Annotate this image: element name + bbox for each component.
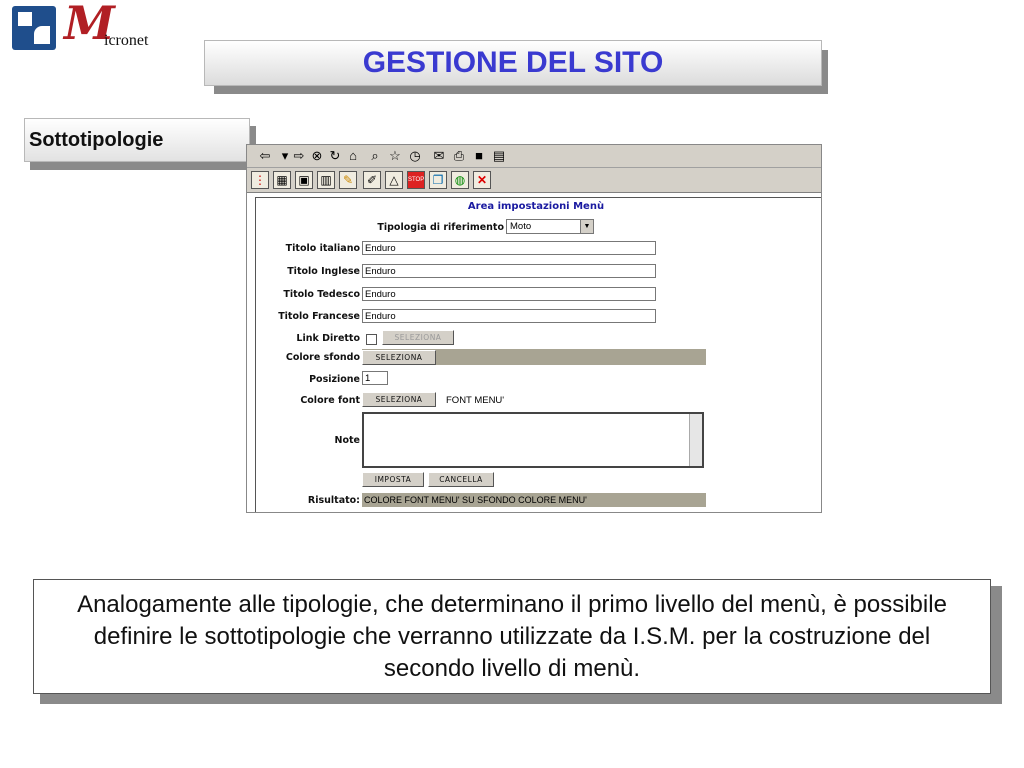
history-icon[interactable]: ◷ [409, 148, 421, 163]
titolo-italiano-input[interactable]: Enduro [362, 241, 656, 255]
posizione-label: Posizione [309, 374, 360, 385]
close-x-icon[interactable]: ✕ [473, 171, 491, 189]
search-icon[interactable]: ⌕ [371, 148, 379, 163]
page-title: GESTIONE DEL SITO [362, 46, 664, 79]
tipologia-value: Moto [510, 221, 532, 232]
printer-icon[interactable]: ▦ [273, 171, 291, 189]
triangle-icon[interactable]: △ [385, 171, 403, 189]
traffic-light-icon[interactable]: ⋮ [251, 171, 269, 189]
section-tab [24, 118, 250, 162]
link-diretto-checkbox[interactable] [366, 334, 377, 345]
note-scrollbar[interactable] [689, 414, 702, 466]
description-box [33, 579, 991, 694]
risultato-label: Risultato: [307, 495, 360, 506]
editor-toolbar [247, 168, 821, 193]
description-text: Analogamente alle tipologie, che determinano il primo livello del menù, è possibile definire le sottotipologie che verranno utilizzate da I.S.M. per la costruzione del secondo livello di menù. [77, 590, 947, 682]
refresh-icon[interactable]: ↻ [329, 148, 341, 163]
browser-toolbar [247, 145, 821, 168]
titolo-italiano-label: Titolo italiano [285, 243, 360, 254]
logo-m-letter: M [64, 0, 115, 50]
chevron-down-icon[interactable]: ▼ [580, 220, 593, 233]
titolo-francese-label: Titolo Francese [278, 311, 360, 322]
logo-square-icon [12, 6, 56, 50]
forward-icon[interactable]: ⇨ [293, 148, 305, 163]
sfondo-seleziona-button[interactable]: SELEZIONA [362, 350, 436, 365]
imposta-button[interactable]: IMPOSTA [362, 472, 424, 487]
colore-font-label: Colore font [300, 395, 360, 406]
monitor-icon[interactable]: ▣ [295, 171, 313, 189]
tipologia-select[interactable] [506, 219, 594, 234]
print-icon[interactable]: ⎙ [453, 148, 465, 163]
mail-icon[interactable]: ✉ [433, 148, 445, 163]
link-diretto-label: Link Diretto [296, 333, 360, 344]
font-menu-text: FONT MENU' [446, 395, 505, 406]
link-seleziona-button[interactable]: SELEZIONA [382, 330, 454, 345]
colore-sfondo-label: Colore sfondo [285, 352, 360, 363]
home-icon[interactable]: ⌂ [349, 148, 357, 163]
note-textarea[interactable] [362, 412, 704, 468]
titolo-inglese-label: Titolo Inglese [287, 266, 360, 277]
discuss-icon[interactable]: ▤ [492, 148, 506, 163]
cancella-button[interactable]: CANCELLA [428, 472, 494, 487]
menu-settings-form [255, 197, 821, 512]
stop-icon[interactable]: ⊗ [311, 148, 323, 163]
edit-page-icon[interactable]: ✐ [363, 171, 381, 189]
font-seleziona-button[interactable]: SELEZIONA [362, 392, 436, 407]
browser-window [246, 144, 822, 513]
copy-icon[interactable]: ❐ [429, 171, 447, 189]
posizione-input[interactable]: 1 [362, 371, 388, 385]
layout-icon[interactable]: ▥ [317, 171, 335, 189]
globe-icon[interactable]: ◍ [451, 171, 469, 189]
pencil-icon[interactable]: ✎ [339, 171, 357, 189]
titolo-francese-input[interactable]: Enduro [362, 309, 656, 323]
titolo-tedesco-input[interactable]: Enduro [362, 287, 656, 301]
section-tab-label: Sottotipologie [29, 129, 164, 151]
edit-icon[interactable]: ■ [475, 148, 483, 163]
favorites-icon[interactable]: ☆ [389, 148, 401, 163]
back-icon[interactable]: ⇦ [259, 148, 271, 163]
titolo-tedesco-label: Titolo Tedesco [283, 289, 360, 300]
tipologia-label: Tipologia di riferimento [377, 222, 504, 233]
micronet-logo [12, 0, 172, 56]
titolo-inglese-input[interactable]: Enduro [362, 264, 656, 278]
note-label: Note [334, 435, 360, 446]
title-banner [204, 40, 822, 86]
logo-text: icronet [104, 32, 149, 49]
dropdown-arrow-icon[interactable]: ▾ [281, 148, 289, 163]
risultato-value: COLORE FONT MENU' SU SFONDO COLORE MENU' [362, 493, 706, 507]
stop-sign-icon[interactable]: STOP [407, 171, 425, 189]
area-title: Area impostazioni Menù [467, 201, 605, 212]
